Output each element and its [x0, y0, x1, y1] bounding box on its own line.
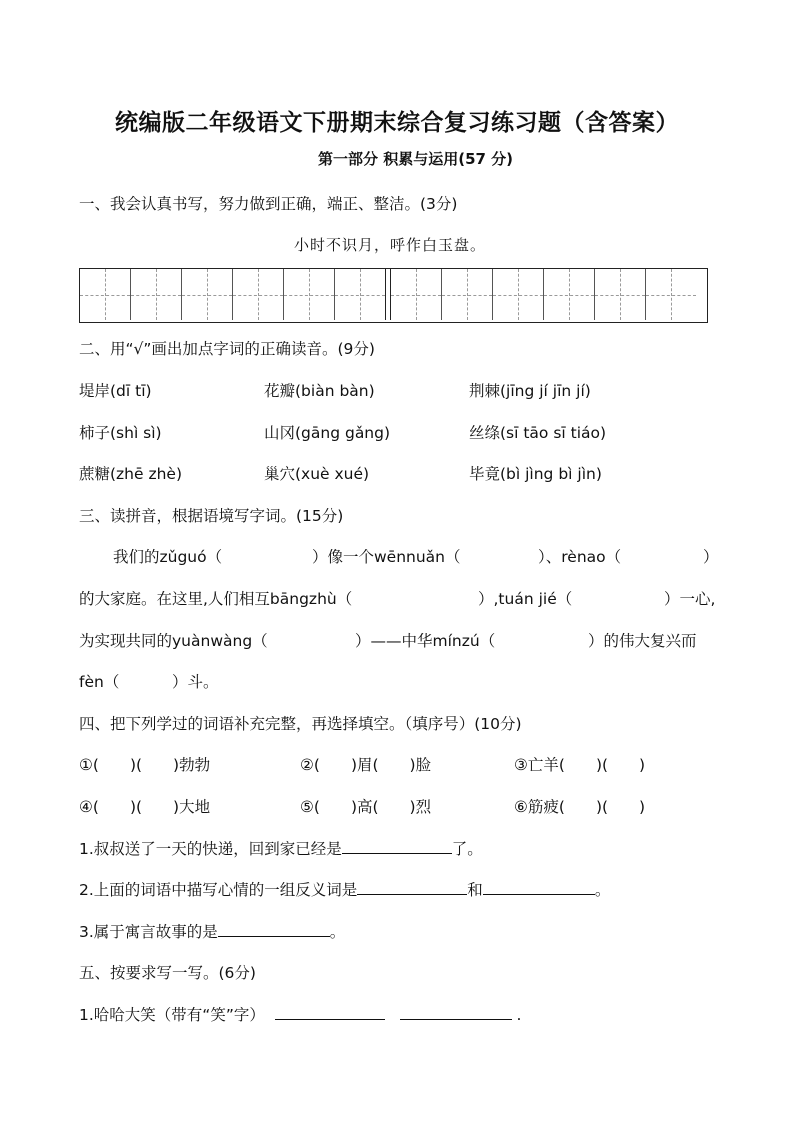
- q3-text: 的大家庭。在这里,人们相互bāngzhù（: [79, 590, 353, 608]
- idiom-item[interactable]: ④( )( )大地: [79, 798, 211, 816]
- answer-blank[interactable]: [483, 880, 595, 895]
- answer-blank[interactable]: [342, 839, 452, 854]
- writing-grid-right[interactable]: [391, 269, 696, 322]
- grid-cell[interactable]: [233, 269, 284, 320]
- pinyin-item[interactable]: 巢穴(xuè xué): [264, 465, 370, 483]
- answer-blank[interactable]: [275, 1005, 385, 1020]
- q2-heading: 二、用“√”画出加点字词的正确读音。(9分): [79, 340, 375, 358]
- q3-text: ）斗。: [172, 673, 219, 691]
- idiom-item[interactable]: ⑥筋疲( )( ): [514, 798, 646, 816]
- grid-cell[interactable]: [544, 269, 595, 320]
- q4-sentence-1: [79, 837, 483, 859]
- answer-blank[interactable]: [357, 880, 467, 895]
- q3-text: ）一心,: [664, 590, 716, 608]
- grid-cell[interactable]: [442, 269, 493, 320]
- grid-cell[interactable]: [646, 269, 696, 320]
- sentence-text: 和: [467, 881, 483, 899]
- sentence-text: 2.上面的词语中描写心情的一组反义词是: [79, 881, 358, 899]
- grid-cell[interactable]: [493, 269, 544, 320]
- pinyin-item[interactable]: 蔗糖(zhē zhè): [79, 465, 183, 483]
- sentence-text: 了。: [451, 840, 483, 858]
- pinyin-item[interactable]: 毕竟(bì jìng bì jìn): [469, 465, 602, 483]
- q4-heading: 四、把下列学过的词语补充完整，再选择填空。（填序号）(10分): [79, 715, 522, 733]
- q4-sentence-2: [79, 878, 610, 900]
- grid-cell[interactable]: [335, 269, 385, 320]
- idiom-item[interactable]: ⑤( )高( )烈: [300, 798, 432, 816]
- sentence-text: 1.哈哈大笑（带有“笑”字）: [79, 1006, 265, 1024]
- q3-text: ）像一个wēnnuǎn（: [312, 548, 461, 566]
- q5-sentence-1: [79, 1003, 521, 1025]
- writing-grid[interactable]: [79, 268, 708, 323]
- sentence-text: 3.属于寓言故事的是: [79, 923, 218, 941]
- pinyin-item[interactable]: 堤岸(dī tī): [79, 382, 152, 400]
- sentence-text: 。: [329, 923, 346, 941]
- q3-text: 为实现共同的yuànwàng（: [79, 632, 268, 650]
- grid-cell[interactable]: [131, 269, 182, 320]
- grid-cell[interactable]: [182, 269, 233, 320]
- q3-text: fèn（: [79, 673, 120, 691]
- grid-cell[interactable]: [80, 269, 131, 320]
- pinyin-item[interactable]: 山冈(gāng gǎng): [264, 424, 391, 442]
- q3-text: 我们的zǔguó（: [113, 548, 223, 566]
- q5-heading: 五、按要求写一写。(6分): [79, 964, 256, 982]
- grid-cell[interactable]: [284, 269, 335, 320]
- writing-grid-left[interactable]: [80, 269, 385, 322]
- idiom-item[interactable]: ③亡羊( )( ): [514, 756, 646, 774]
- answer-blank[interactable]: [400, 1005, 512, 1020]
- q3-text: ）,tuán jié（: [478, 590, 573, 608]
- pinyin-item[interactable]: 丝绦(sī tāo sī tiáo): [469, 424, 607, 442]
- q3-text: ）: [703, 548, 719, 566]
- idiom-item[interactable]: ②( )眉( )脸: [300, 756, 432, 774]
- part-heading: 第一部分 积累与运用(57 分): [318, 150, 514, 168]
- answer-blank[interactable]: [218, 922, 330, 937]
- idiom-item[interactable]: ①( )( )勃勃: [79, 756, 211, 774]
- q1-poem: 小时不识月，呼作白玉盘。: [294, 236, 487, 254]
- sentence-text: 1.叔叔送了一天的快递，回到家已经是: [79, 840, 342, 858]
- q4-sentence-3: [79, 920, 345, 942]
- pinyin-item[interactable]: 花瓣(biàn bàn): [264, 382, 375, 400]
- q1-heading: 一、我会认真书写，努力做到正确，端正、整洁。(3分): [79, 195, 458, 213]
- grid-cell[interactable]: [391, 269, 442, 320]
- grid-cell[interactable]: [595, 269, 646, 320]
- q3-heading: 三、读拼音，根据语境写字词。(15分): [79, 507, 344, 525]
- page-title: 统编版二年级语文下册期末综合复习练习题（含答案）: [115, 110, 679, 136]
- q3-text: ）的伟大复兴而: [588, 632, 697, 650]
- sentence-text: .: [516, 1006, 522, 1024]
- q3-text: ）、rènao（: [538, 548, 622, 566]
- q3-text: ）——中华mínzú（: [355, 632, 496, 650]
- pinyin-item[interactable]: 柿子(shì sì): [79, 424, 162, 442]
- sentence-text: 。: [594, 881, 611, 899]
- pinyin-item[interactable]: 荆棘(jīng jí jīn jí): [469, 382, 591, 400]
